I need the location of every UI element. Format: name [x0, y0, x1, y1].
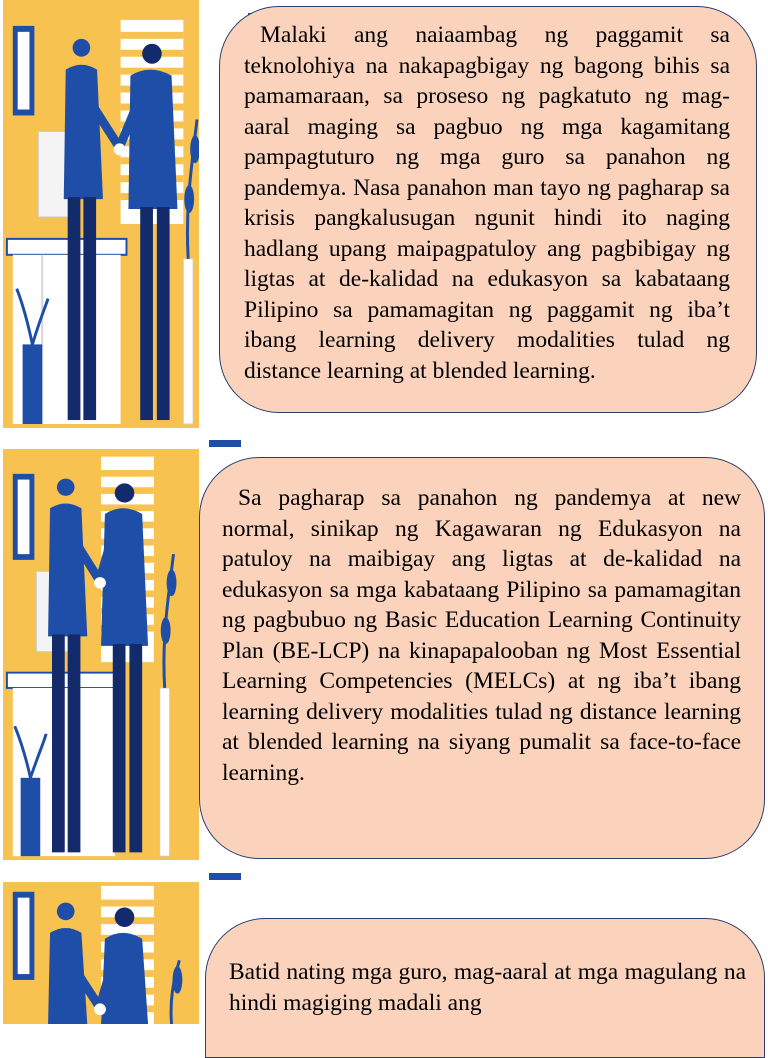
- text-bubble-2: [199, 457, 765, 859]
- paragraph-3: Batid nating mga guro, mag-aaral at mga magulang na hindi magiging madali ang: [229, 959, 746, 1016]
- illustration-handshake-3: [3, 882, 199, 1024]
- text-bubble-1: [219, 6, 757, 413]
- paragraph-2: Sa pagharap sa panahon ng pandemya at new normal, sinikap ng Kagawaran ng Edukasyon na patuloy na maibigay ang ligtas at de-kalidad na edukasyon sa mga kabataang Pilipino sa pamamagitan ng pagbubuo ng Basic Education Learning Continuity Plan (BE-LCP) na kinapapalooban ng Most Essential Learning Competencies (MELCs) at ng iba’t ibang learning delivery modalities tulad ng distance learning at blended learning na siyang pumalit sa face-to-face learning.: [222, 485, 741, 786]
- separator-dash: [209, 440, 241, 447]
- text-bubble-3: [205, 918, 765, 1058]
- illustration-handshake-2: [3, 449, 199, 860]
- paragraph-1: Malaki ang naiaambag ng paggamit sa teknolohiya na nakapagbigay ng bagong bihis sa pamamaraan, sa proseso ng pagkatuto ng mag-aaral maging sa pagbuo ng mga kagamitang pampagtuturo ng mga guro sa panahon ng pandemya. Nasa panahon man tayo ng pagharap sa krisis pangkalusugan ngunit hindi ito naging hadlang upang maipagpatuloy ang pagbibigay ng ligtas at de-kalidad na edukasyon sa kabataang Pilipino sa pamamagitan ng paggamit ng iba’t ibang learning delivery modalities tulad ng distance learning at blended learning.: [244, 22, 730, 384]
- separator-dash: [209, 873, 241, 880]
- illustration-handshake-1: [3, 0, 199, 428]
